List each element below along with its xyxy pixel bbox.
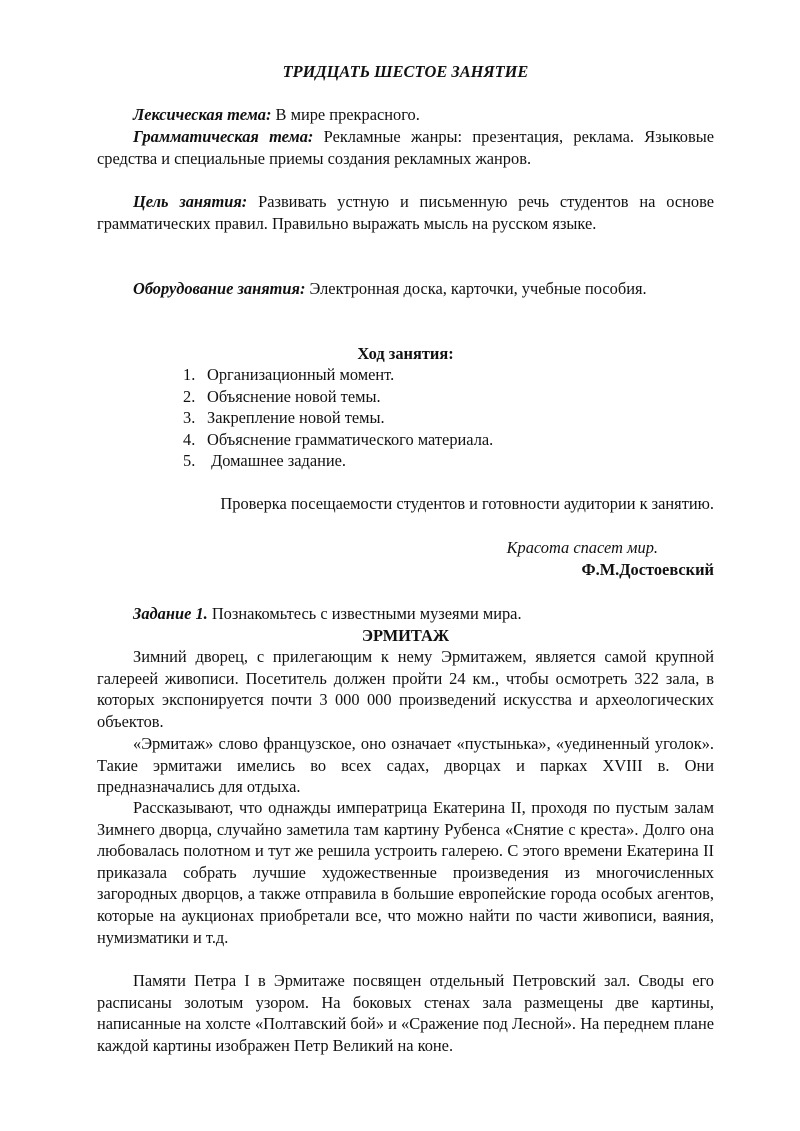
body-paragraph: Зимний дворец, с прилегающим к нему Эрмитажем, является самой крупной галереей живописи. Посетитель должен пройти 24 км., чтобы осмотреть 322 зала, в которых экспонируется почти 3 000 000 произведений искусства и археологических объектов. [97, 647, 714, 731]
body-paragraph: Памяти Петра I в Эрмитаже посвящен отдельный Петровский зал. Своды его расписаны золотым узором. На боковых стенах зала размещены две картины, написанные на холсте «Полтавский бой» и «Сражение под Лесной». На переднем плане каждой картины изображен Петр Великий на коне. [97, 971, 714, 1055]
lexical-topic-label: Лексическая тема: [133, 105, 272, 124]
document-page [97, 0, 714, 1131]
plan-item [183, 450, 493, 472]
plan-item-text: Домашнее задание. [207, 451, 347, 471]
attendance-check: Проверка посещаемости студентов и готовности аудитории к занятию. [220, 494, 714, 513]
plan-item-text: Закрепление новой темы. [207, 408, 385, 428]
plan-item [183, 386, 493, 408]
plan-item-number: 2. [183, 386, 196, 406]
task-1-label: Задание 1. [133, 604, 208, 623]
plan-list [183, 364, 493, 472]
lesson-equipment-text: Электронная доска, карточки, учебные пособия. [305, 279, 647, 298]
epigraph-author: Ф.М.Достоевский [581, 560, 714, 579]
plan-item-text: Объяснение новой темы. [207, 386, 381, 406]
plan-heading: Ход занятия: [357, 344, 454, 363]
plan-item [183, 407, 493, 429]
grammar-topic-label: Грамматическая тема: [133, 127, 314, 146]
lesson-title: ТРИДЦАТЬ ШЕСТОЕ ЗАНЯТИЕ [282, 62, 529, 81]
lexical-topic [97, 104, 714, 126]
plan-item-text: Организационный момент. [207, 365, 395, 384]
lesson-goal-text: Развивать устную и письменную речь студентов на основе грамматических правил. Правильно выражать мысль на русском языке. [97, 192, 715, 233]
body-paragraph: Рассказывают, что однажды императрица Екатерина II, проходя по пустым залам Зимнего дворца, случайно заметила там картину Рубенса «Снятие с креста». Долго она любовалась полотном и тут же решила устроить галерею. С этого времени Екатерина II приказала собрать лучшие художественные произведения из многочисленных загородных дворцов, а также отправила в большие европейские города особых агентов, которые на аукционах приобретали все, что можно найти по части живописи, ваяния, нумизматики и т.д. [97, 798, 714, 947]
plan-item [183, 429, 493, 451]
lexical-topic-text: В мире прекрасного. [271, 105, 420, 124]
lesson-equipment [97, 278, 714, 300]
task-1-text: Познакомьтесь с известными музеями мира. [207, 604, 522, 623]
plan-item-text: Объяснение грамматического материала. [207, 429, 494, 449]
plan-item-number: 3. [183, 408, 196, 428]
plan-item-number: 4. [183, 429, 196, 449]
plan-item-number: 1. [183, 365, 196, 384]
lesson-goal [97, 191, 714, 234]
plan-item-number: 5. [183, 451, 196, 471]
epigraph-quote: Красота спасет мир. [506, 538, 658, 557]
body-paragraph: «Эрмитаж» слово французское, оно означает «пустынька», «уединенный уголок». Такие эрмитажи имелись во всех садах, дворцах и парках XVIII в. Они предназначались для отдыха. [97, 734, 714, 797]
section-title: ЭРМИТАЖ [361, 626, 450, 645]
grammar-topic [97, 126, 714, 169]
grammar-topic-text: Рекламные жанры: презентация, реклама. Языковые средства и специальные приемы создания рекламных жанров. [97, 127, 714, 168]
task-1 [97, 603, 714, 625]
lesson-goal-label: Цель занятия: [133, 192, 248, 211]
plan-item [183, 364, 493, 386]
lesson-equipment-label: Оборудование занятия: [133, 279, 306, 298]
